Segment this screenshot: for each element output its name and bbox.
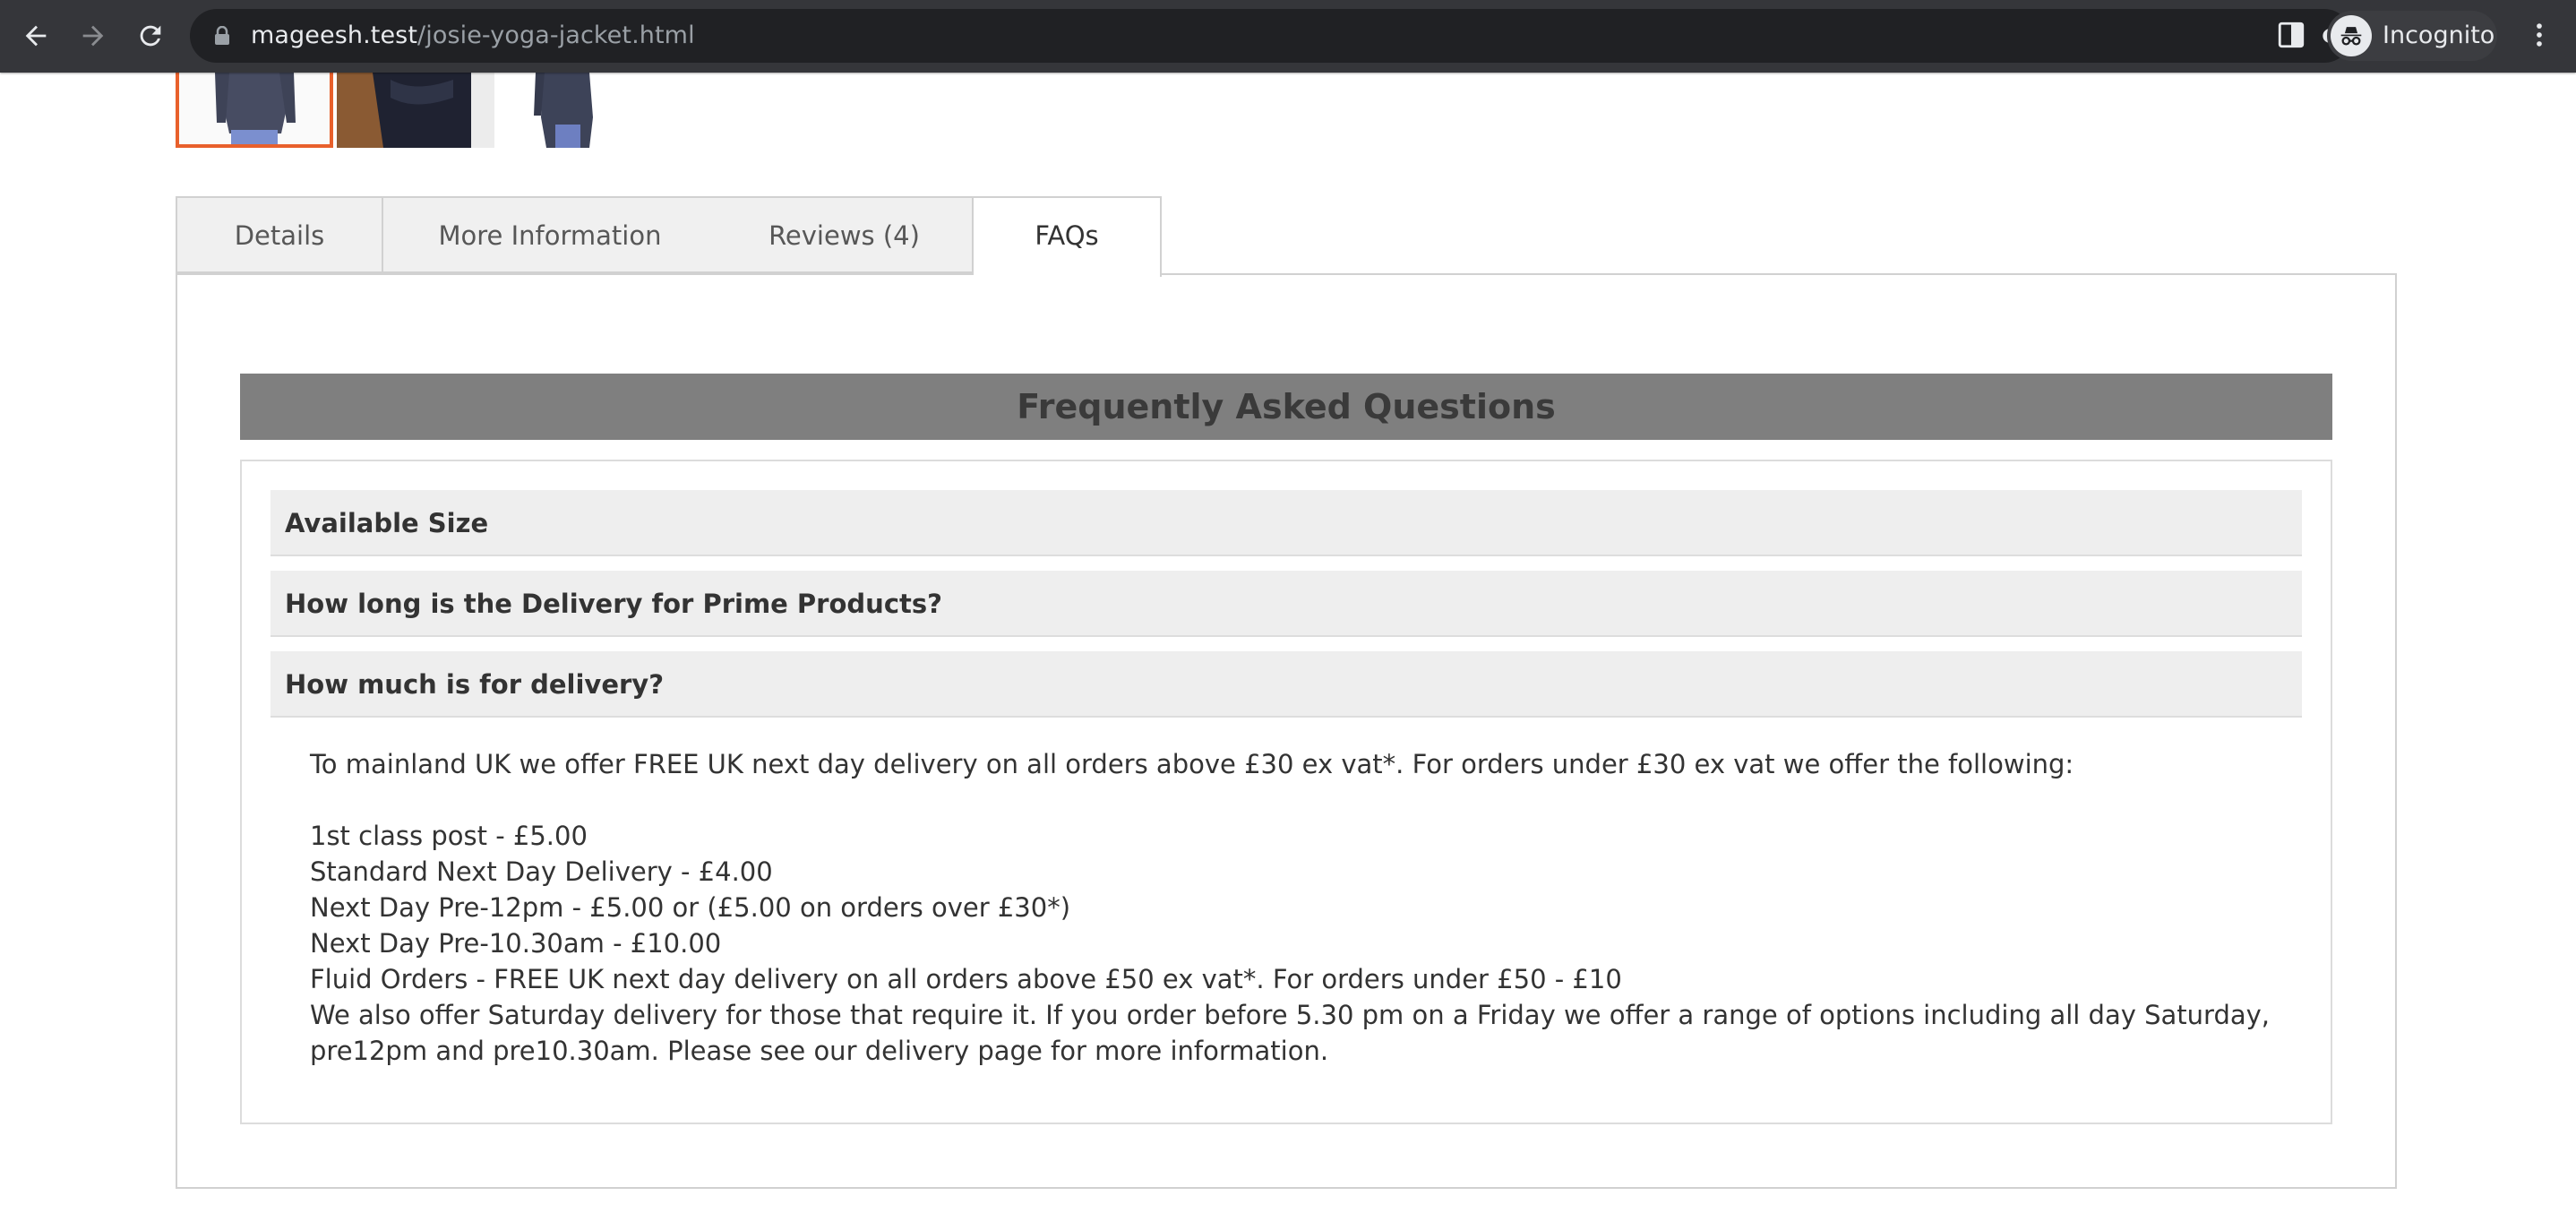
tab-more-information[interactable]: More Information [383, 196, 718, 273]
incognito-avatar [2331, 15, 2372, 56]
product-thumbnail-active[interactable] [176, 73, 333, 148]
incognito-icon [2336, 21, 2366, 51]
back-button[interactable] [14, 14, 57, 57]
answer-line: Next Day Pre-12pm - £5.00 or (£5.00 on orders over £30*) [310, 892, 1071, 923]
answer-line: 1st class post - £5.00 [310, 821, 588, 851]
answer-line: Fluid Orders - FREE UK next day delivery on all orders above £50 ex vat*. For orders under £50 - £10 [310, 964, 1622, 994]
forward-button[interactable] [72, 14, 115, 57]
thumbnail-image [512, 73, 623, 148]
thumbnail-image [337, 73, 494, 148]
faq-question-prime-delivery[interactable]: How long is the Delivery for Prime Products? [270, 571, 2302, 637]
side-panel-icon[interactable] [2276, 20, 2306, 50]
tab-reviews[interactable]: Reviews (4) [717, 196, 974, 273]
address-bar[interactable] [190, 9, 2351, 63]
profile-label: Incognito [2383, 22, 2495, 49]
reload-button[interactable] [129, 14, 172, 57]
url-host: mageesh.test [251, 22, 418, 49]
product-thumbnail[interactable] [512, 73, 623, 148]
tab-details[interactable]: Details [176, 196, 383, 273]
forward-arrow-icon [78, 21, 108, 51]
answer-line: We also offer Saturday delivery for those that require it. If you order before 5.30 pm on a Friday we offer a range of options including all day Saturday, pre12pm and pre10.30am. Please see our delivery page for more information. [310, 1000, 2271, 1066]
back-arrow-icon [21, 21, 51, 51]
faq-answer [310, 746, 2316, 1069]
url-path: /josie-yoga-jacket.html [417, 22, 695, 49]
faq-title: Frequently Asked Questions [240, 374, 2332, 440]
more-menu-icon[interactable] [2524, 20, 2555, 50]
lock-icon [213, 26, 231, 46]
thumbnail-image [179, 73, 330, 144]
faq-question-delivery-cost[interactable]: How much is for delivery? [270, 651, 2302, 718]
faq-accordion [240, 460, 2332, 1124]
tab-faqs[interactable]: FAQs [974, 196, 1162, 277]
answer-line: Next Day Pre-10.30am - £10.00 [310, 928, 722, 959]
profile-button[interactable] [2327, 11, 2497, 61]
answer-intro: To mainland UK we offer FREE UK next day delivery on all orders above £30 ex vat*. For orders under £30 ex vat we offer the following: [310, 749, 2074, 779]
url-text[interactable] [251, 9, 695, 63]
answer-line: Standard Next Day Delivery - £4.00 [310, 856, 773, 887]
faq-question-available-size[interactable]: Available Size [270, 490, 2302, 556]
browser-toolbar [0, 0, 2576, 73]
product-thumbnail[interactable] [337, 73, 494, 148]
tab-content-panel [176, 273, 2397, 1189]
reload-icon [135, 21, 166, 51]
